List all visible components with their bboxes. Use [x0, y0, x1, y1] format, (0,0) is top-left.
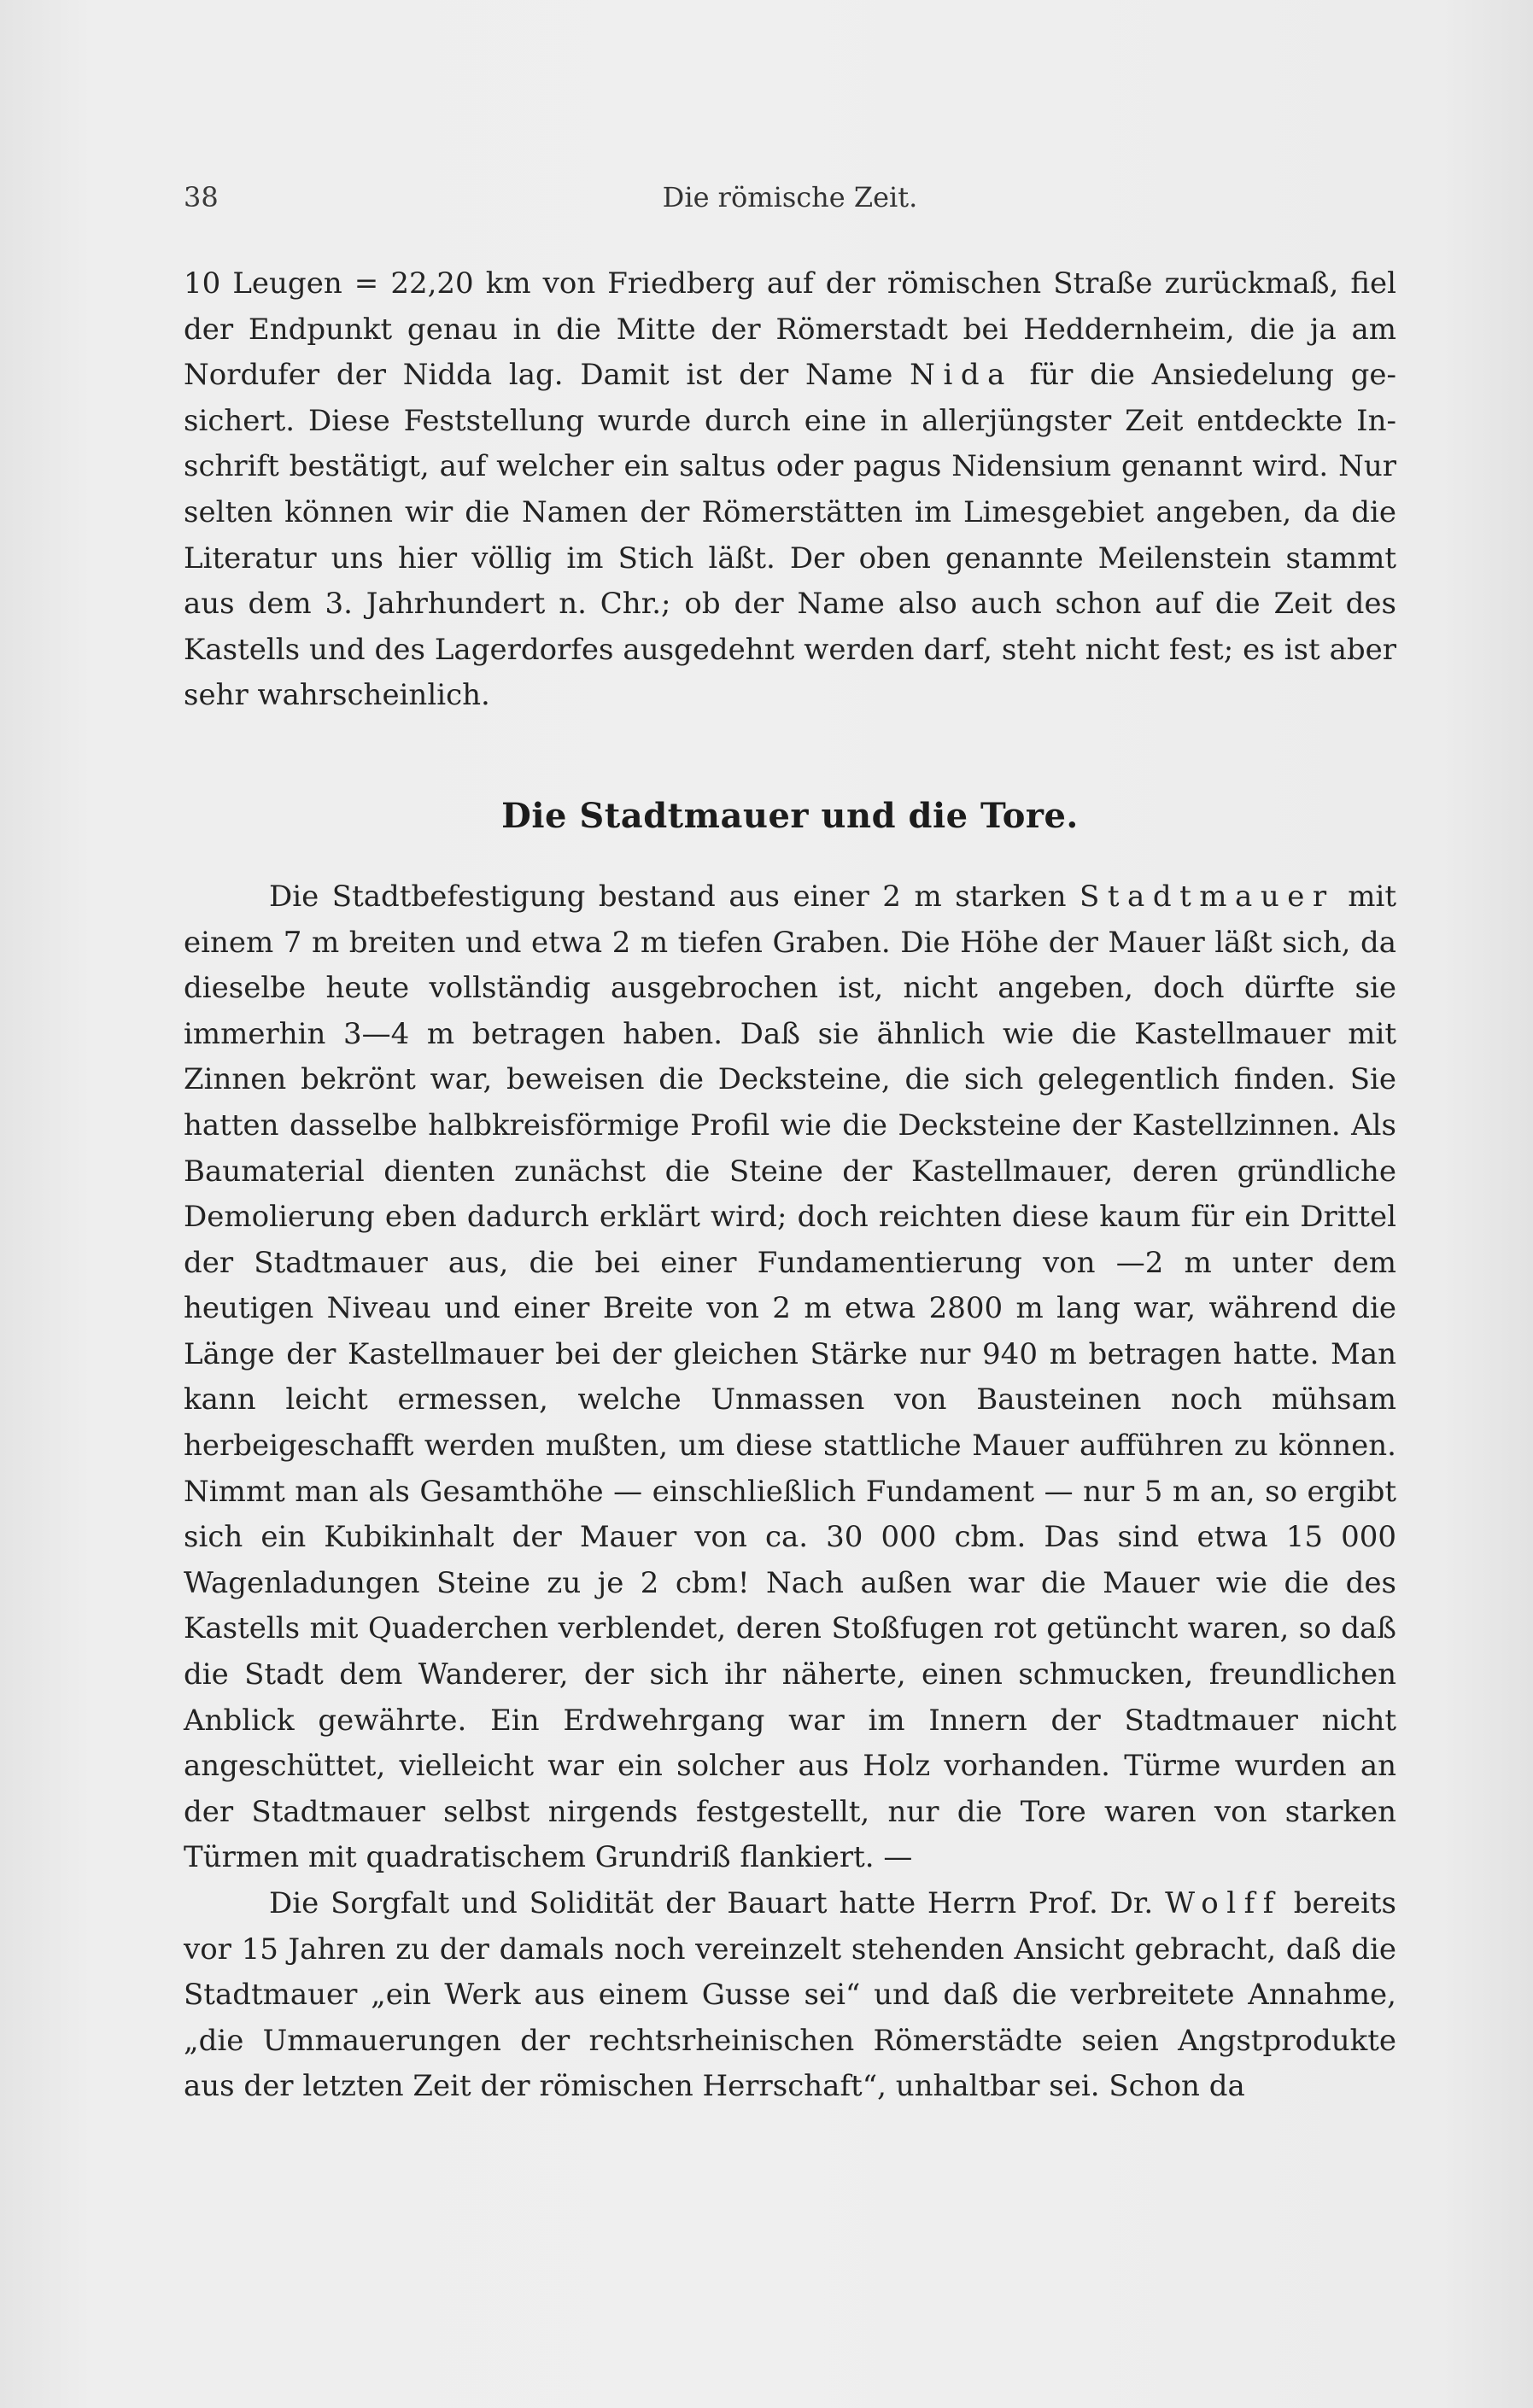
emphasized-term: Stadtmauer — [1080, 879, 1335, 914]
paragraph-text: 10 Leugen = 22,20 km von Friedberg auf der römischen Straße zurückmaß, fiel der Endpunkt genau in die Mitte der Römerstadt bei Heddernheim, die ja am Nordufer der Nidda lag. Damit ist der Name — [184, 266, 1396, 393]
paragraph-text: Die Stadtbefestigung bestand aus einer 2 m starken — [269, 879, 1080, 914]
paragraph-text: bereits vor 15 Jahren zu der damals noch vereinzelt stehenden Ansicht gebracht, daß die Stadtmauer „ein Werk aus einem Gusse sei“ und daß die verbreitete Annahme, „die Ummauerungen der rechtsrheinischen Römerstädte seien Angstprodukte aus der letzten Zeit der römischen Herrschaft“, unhaltbar sei. Schon da — [184, 1886, 1396, 2104]
emphasized-name: Nida — [910, 358, 1013, 393]
page-body — [184, 261, 1396, 2110]
paragraph-text: für die Ansiedelung gesichert. Diese Feststellung wurde durch eine in allerjüngster Zeit entdeckte Inschrift bestätigt, auf welcher ein saltus oder pagus Nidensium genannt wird. Nur selten können wir die Namen der Römerstätten im Limesgebiet angeben, da die Literatur uns hier völlig im Stich läßt. Der oben genannte Meilenstein stammt aus dem 3. Jahrhundert n. Chr.; ob der Name also auch schon auf die Zeit des Kastells und des Lagerdorfes ausgedehnt werden darf, steht nicht fest; es ist aber sehr wahrscheinlich. — [184, 358, 1397, 713]
page-header — [184, 176, 1396, 219]
section-heading: Die Stadtmauer und die Tore. — [501, 795, 1079, 836]
running-title: Die römische Zeit. — [662, 181, 918, 213]
emphasized-name: Wolff — [1165, 1886, 1282, 1920]
paragraph-text: mit einem 7 m breiten und etwa 2 m tiefen Graben. Die Höhe der Mauer läßt sich, da dieselbe heute vollständig ausgebrochen ist, nicht angeben, doch dürfte sie immerhin 3—4 m betragen haben. Daß sie ähnlich wie die Kastellmauer mit Zinnen bekrönt war, beweisen die Decksteine, die sich gelegentlich finden. Sie hatten dasselbe halbkreisförmige Profil wie die Decksteine der Kastellzinnen. Als Baumaterial dienten zunächst die Steine der Kastellmauer, deren gründliche Demolierung eben dadurch erklärt wird; doch reichten diese kaum für ein Drittel der Stadtmauer aus, die bei einer Fundamentierung von —2 m unter dem heutigen Niveau und einer Breite von 2 m etwa 2800 m lang war, während die Länge der Kastellmauer bei der gleichen Stärke nur 940 m betragen hatte. Man kann leicht ermessen, welche Unmassen von Bausteinen noch mühsam herbeigeschafft werden mußten, um diese stattliche Mauer aufführen zu können. Nimmt man als Gesamthöhe — einschließlich Fundament — nur 5 m an, so ergibt sich ein Kubikinhalt der Mauer von ca. 30 000 cbm. Das sind etwa 15 000 Wagenladungen Steine zu je 2 cbm! Nach außen war die Mauer wie die des Kastells mit Quaderchen verblendet, deren Stoßfugen rot getüncht waren, so daß die Stadt dem Wanderer, der sich ihr näherte, einen schmucken, freundlichen Anblick gewährte. Ein Erdwehrgang war im Innern der Stadtmauer nicht angeschüttet, vielleicht war ein solcher aus Holz vorhanden. Türme wurden an der Stadtmauer selbst nirgends festgestellt, nur die Tore waren von starken Türmen mit quadratischem Grundriß flankiert. — — [184, 879, 1396, 1875]
page-number: 38 — [184, 181, 219, 213]
paragraph-stadtmauer — [184, 874, 1396, 1881]
paragraph-sorgfalt — [184, 1881, 1396, 2110]
paragraph-text: Die Sorgfalt und Solidität der Bauart hatte Herrn Prof. Dr. — [269, 1886, 1166, 1920]
paragraph-nida — [184, 261, 1396, 719]
